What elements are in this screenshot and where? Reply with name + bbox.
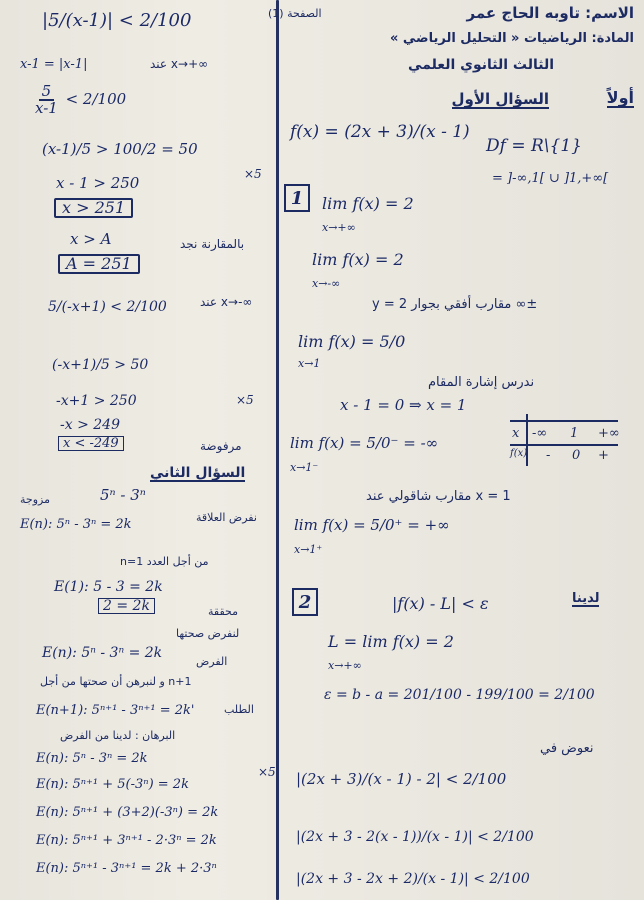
column-divider	[276, 0, 279, 900]
q2-proof-3: E(n): 5ⁿ⁺¹ + (3+2)(-3ⁿ) = 2k	[36, 805, 219, 820]
left-line-9: 5/(-x+1) < 2/100	[48, 299, 167, 315]
left-line-2: x-1 = |x-1|	[20, 57, 88, 72]
left-line-8: A = 251	[58, 254, 140, 274]
left-line-5: x - 1 > 250	[56, 174, 140, 192]
sign-table-fx: f(x)	[510, 448, 528, 459]
horizontal-asymptote: y = 2 مقارب أفقي بجوار ∞±	[372, 297, 538, 312]
left-line-3	[32, 84, 126, 116]
limit-4-sub: x→1⁻	[290, 461, 319, 474]
first-question-title: السؤال الأول	[451, 90, 549, 108]
epsilon-inequality: |f(x) - L| < ε	[392, 594, 489, 613]
part-2-badge: 2	[292, 588, 318, 616]
sign-table-hline	[510, 444, 618, 446]
sign-table-pos: +	[598, 448, 609, 463]
q2-proof-5: E(n): 5ⁿ⁺¹ - 3ⁿ⁺¹ = 2k + 2·3ⁿ	[36, 861, 217, 876]
q2-note: مزوجة	[20, 493, 50, 506]
sign-study-note: ندرس إشارة المقام	[428, 375, 535, 390]
left-line-7: x > A	[70, 230, 112, 248]
left-line-4-note: ×5	[244, 167, 262, 181]
q2-hyp-note: لنفرض صحتها	[176, 627, 240, 640]
left-line-3-den: x-1	[35, 99, 58, 117]
left-line-11: -x+1 > 250	[56, 393, 137, 409]
q2-en1-note: الطلب	[224, 703, 254, 716]
left-line-13: x < -249	[58, 436, 124, 451]
domain-line-1: Df = R\{1}	[486, 136, 582, 156]
limit-L: L = lim f(x) = 2	[328, 632, 454, 651]
limit-2-sub: x→-∞	[312, 277, 341, 290]
page-label: الصفحة (1)	[268, 7, 322, 20]
q2-e-note: نفرض العلاقة	[196, 511, 257, 524]
limit-5-sub: x→1⁺	[294, 543, 323, 556]
q2-e1b: 2 = 2k	[98, 598, 155, 614]
given-lead: لدينا	[572, 591, 600, 606]
limit-4: lim f(x) = 5/0⁻ = -∞	[290, 434, 439, 452]
limit-1-sub: x→+∞	[322, 221, 356, 234]
left-line-13-note: مرفوضة	[200, 439, 242, 453]
sign-table-x: x	[512, 426, 520, 441]
left-line-3-num: 5	[39, 84, 55, 101]
left-line-10: (-x+1)/5 > 50	[52, 357, 149, 373]
q2-en: E(n): 5ⁿ - 3ⁿ = 2k	[42, 645, 163, 661]
sign-table-zero: 0	[572, 448, 581, 463]
limit-3: lim f(x) = 5/0	[298, 332, 406, 351]
left-line-4: (x-1)/5 > 100/2 = 50	[42, 140, 198, 158]
work-line-3: |(2x + 3 - 2x + 2)/(x - 1)| < 2/100	[296, 871, 530, 887]
sign-table-neg: -	[546, 448, 551, 463]
work-line-1: |(2x + 3)/(x - 1) - 2| < 2/100	[296, 770, 507, 788]
left-line-3-rhs: < 2/100	[65, 90, 127, 108]
epsilon-value: ε = b - a = 201/100 - 199/100 = 2/100	[324, 687, 595, 703]
work-line-2: |(2x + 3 - 2(x - 1))/(x - 1)| < 2/100	[296, 829, 534, 845]
substitute-note: نعوض في	[540, 741, 594, 756]
sign-table	[510, 420, 618, 466]
left-line-12: -x > 249	[60, 417, 120, 433]
left-line-1: |5/(x-1)| < 2/100	[42, 10, 192, 31]
section-first: أولاً	[606, 88, 634, 107]
q2-proof-note: البرهان : لدينا من الفرض	[60, 729, 176, 742]
q2-en-note: الفرض	[196, 655, 228, 668]
subject-line: المادة: الرياضيات « التحليل الرياضي »	[389, 31, 634, 46]
q2-title: السؤال الثاني	[150, 465, 246, 481]
sign-table-plus-inf: +∞	[598, 426, 620, 441]
left-line-6: x > 251	[54, 198, 133, 218]
sign-equation: x - 1 = 0 ⇒ x = 1	[340, 396, 467, 414]
q2-e: E(n): 5ⁿ - 3ⁿ = 2k	[20, 517, 132, 532]
left-line-7-note: بالمقارنة نجد	[180, 237, 245, 251]
q2-proof-2: E(n): 5ⁿ⁺¹ + 5(-3ⁿ) = 2k	[36, 777, 189, 792]
sign-table-one: 1	[570, 426, 579, 441]
q2-proof-4: E(n): 5ⁿ⁺¹ + 3ⁿ⁺¹ - 2·3ⁿ = 2k	[36, 833, 217, 848]
q2-e1b-note: محققة	[208, 605, 239, 618]
q2-en1: E(n+1): 5ⁿ⁺¹ - 3ⁿ⁺¹ = 2k'	[36, 703, 195, 718]
class-line: الثالث الثانوي العلمي	[408, 57, 554, 73]
left-line-9-note: عند x→-∞	[200, 295, 253, 309]
left-line-11-note: ×5	[236, 393, 254, 407]
limit-3-sub: x→1	[298, 357, 321, 370]
q2-e1: E(1): 5 - 3 = 2k	[54, 579, 163, 595]
part-1-badge: 1	[284, 184, 310, 212]
q2-expr: 5ⁿ - 3ⁿ	[100, 486, 146, 504]
limit-1: lim f(x) = 2	[322, 194, 414, 213]
domain-line-2: = ]-∞,1[ ∪ ]1,+∞[	[492, 171, 609, 186]
function-definition: f(x) = (2x + 3)/(x - 1)	[290, 122, 470, 142]
student-name: الاسم: تاوبه الحاج عمر	[466, 4, 634, 22]
q2-n1-note: n=1 من أجل العدد	[120, 555, 209, 568]
left-line-2-note: عند x→+∞	[150, 57, 209, 71]
sign-table-minus-inf: -∞	[532, 426, 548, 441]
limit-5: lim f(x) = 5/0⁺ = +∞	[294, 516, 450, 534]
q2-show-note: و لنبرهن أن صحتها من أجل n+1	[40, 675, 192, 688]
limit-L-sub: x→+∞	[328, 659, 362, 672]
limit-2: lim f(x) = 2	[312, 250, 404, 269]
q2-proof-1-note: ×5	[258, 765, 276, 779]
q2-proof-1: E(n): 5ⁿ - 3ⁿ = 2k	[36, 751, 148, 766]
vertical-asymptote: مقارب شاقولي عند x = 1	[366, 489, 511, 504]
